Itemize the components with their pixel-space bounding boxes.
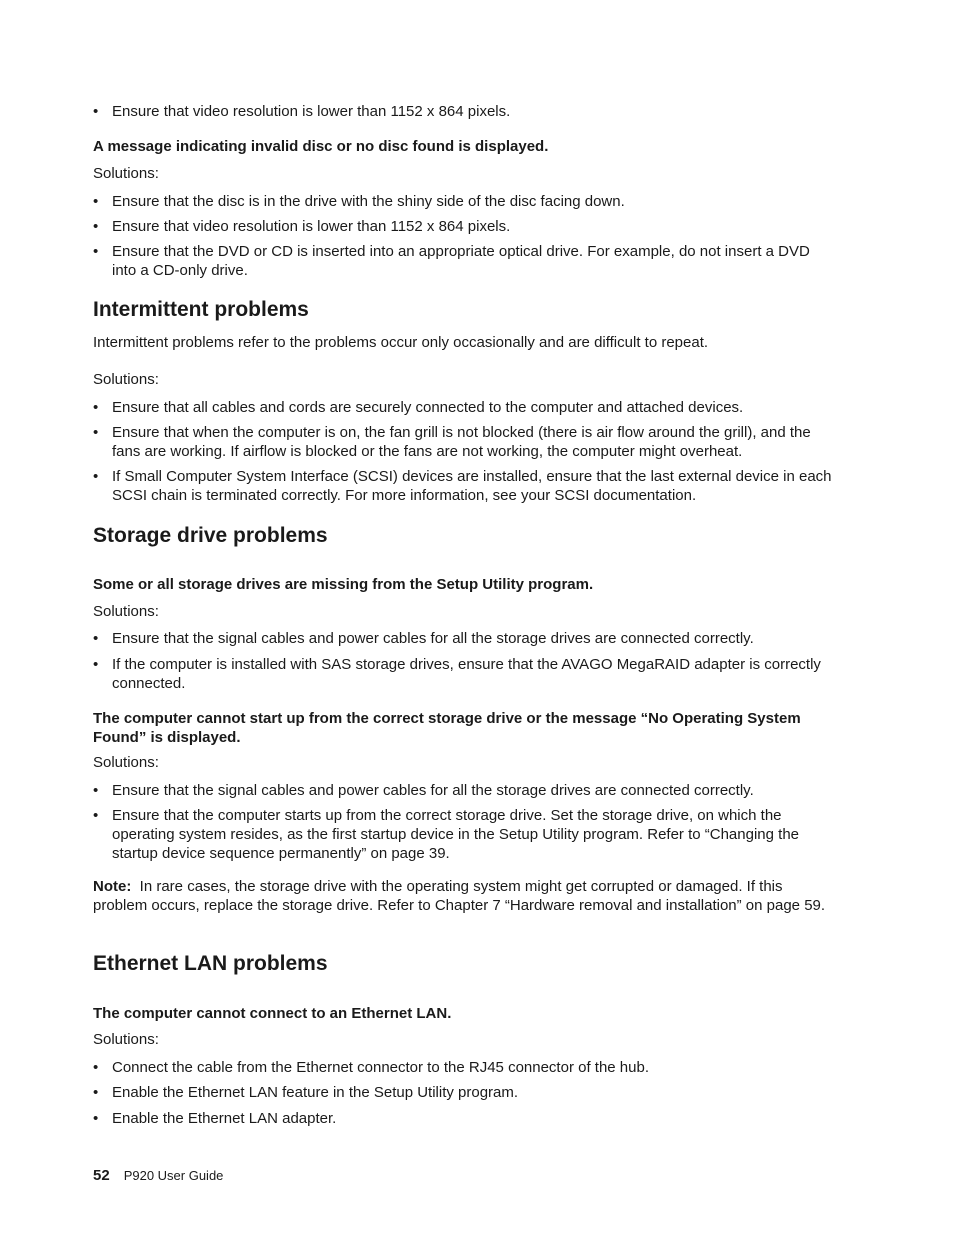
solutions-label: Solutions:	[93, 754, 159, 771]
list-item: • Ensure that video resolution is lower than 1152 x 864 pixels.	[93, 217, 838, 236]
subheading-invalid-disc: A message indicating invalid disc or no disc found is displayed.	[93, 138, 549, 155]
subheading-ethernet: The computer cannot connect to an Ethernet LAN.	[93, 1005, 452, 1022]
list-item: • Ensure that the computer starts up from the correct storage drive. Set the storage drive, on which the operating system resides, as the first startup device in the Setup Utility program. Refer to “Changing the startup device sequence permanently” on page 39.	[93, 806, 838, 863]
paragraph: Intermittent problems refer to the problems occur only occasionally and are difficult to repeat.	[93, 334, 709, 351]
list-item: • Enable the Ethernet LAN feature in the Setup Utility program.	[93, 1083, 838, 1102]
solutions-label: Solutions:	[93, 371, 159, 388]
solutions-label: Solutions:	[93, 1031, 159, 1048]
list-item: • If Small Computer System Interface (SCSI) devices are installed, ensure that the last external device in each SCSI chain is terminated correctly. For more information, see your SCSI documentation.	[93, 467, 838, 505]
note-paragraph	[93, 877, 833, 915]
guide-title: P920 User Guide	[123, 1168, 224, 1183]
list-item: • Ensure that the signal cables and power cables for all the storage drives are connected correctly.	[93, 781, 838, 800]
list-item: • Ensure that when the computer is on, the fan grill is not blocked (there is air flow around the grill), and the fans are working. If airflow is blocked or the fans are not working, the computer might overheat.	[93, 423, 838, 461]
note-label: Note:	[93, 878, 132, 895]
note-text: In rare cases, the storage drive with the operating system might get corrupted or damaged. If this problem occurs, replace the storage drive. Refer to Chapter 7 “Hardware removal and installation” on page 59.	[93, 878, 826, 914]
page-footer	[93, 1167, 223, 1185]
list-item: • Ensure that the DVD or CD is inserted into an appropriate optical drive. For example, do not insert a DVD into a CD-only drive.	[93, 242, 838, 280]
section-title-intermittent: Intermittent problems	[93, 298, 309, 321]
subheading-cannot-start: The computer cannot start up from the correct storage drive or the message “No Operating System Found” is displayed.	[93, 710, 801, 746]
list-item: • If the computer is installed with SAS storage drives, ensure that the AVAGO MegaRAID adapter is correctly connected.	[93, 655, 838, 693]
list-item: • Ensure that video resolution is lower than 1152 x 864 pixels.	[93, 102, 838, 121]
section-title-ethernet: Ethernet LAN problems	[93, 952, 328, 975]
solutions-label: Solutions:	[93, 165, 159, 182]
list-item: • Enable the Ethernet LAN adapter.	[93, 1109, 838, 1128]
page-number: 52	[93, 1167, 110, 1184]
subheading-missing-drives: Some or all storage drives are missing from the Setup Utility program.	[93, 576, 594, 593]
list-item: • Ensure that all cables and cords are securely connected to the computer and attached devices.	[93, 398, 838, 417]
list-item: • Ensure that the disc is in the drive with the shiny side of the disc facing down.	[93, 192, 838, 211]
list-item: • Connect the cable from the Ethernet connector to the RJ45 connector of the hub.	[93, 1058, 838, 1077]
list-item: • Ensure that the signal cables and power cables for all the storage drives are connected correctly.	[93, 629, 838, 648]
section-title-storage: Storage drive problems	[93, 524, 328, 547]
solutions-label: Solutions:	[93, 603, 159, 620]
